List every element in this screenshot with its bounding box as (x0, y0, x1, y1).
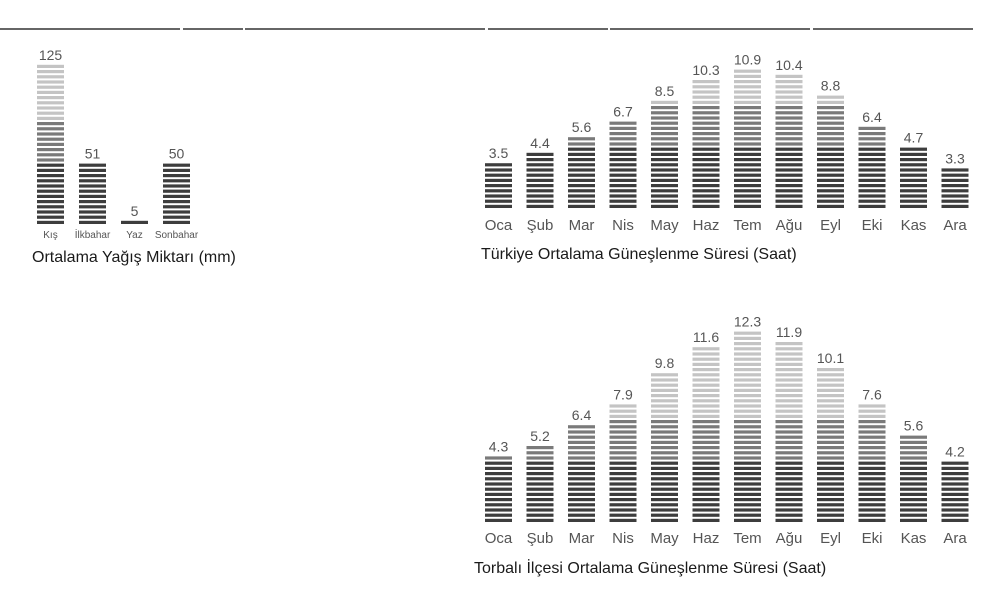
tick-label: Oca (484, 217, 513, 234)
value-label: 6.4 (571, 407, 592, 424)
tick-label: Yaz (126, 230, 143, 241)
bar-May (651, 101, 678, 208)
tick-label: Ara (943, 217, 967, 234)
tick-label: Oca (484, 530, 513, 547)
tick-label: Eyl (820, 217, 841, 234)
value-label: 125 (38, 46, 63, 63)
tick-label: May (650, 530, 679, 547)
tick-label: Eki (861, 530, 883, 547)
value-label: 8.5 (654, 82, 675, 99)
value-label: 10.1 (816, 350, 845, 366)
bar-Haz (693, 80, 720, 208)
rain-chart-tick-labels (43, 228, 199, 241)
value-label: 5.2 (530, 428, 550, 444)
bar-Tem (734, 70, 761, 208)
value-label: 11.6 (692, 329, 720, 346)
bar-Kış (37, 65, 64, 224)
bar-Eki (859, 127, 886, 208)
turkey-sunshine-chart (481, 52, 969, 263)
torbali-sunshine-title: Torbalı İlçesi Ortalama Güneşlenme Süresi (Saat) (474, 560, 827, 577)
bar-Yaz (121, 221, 148, 224)
value-label: 5.6 (571, 119, 592, 136)
torbali-sunshine-chart (474, 314, 969, 577)
tick-label: Sonbahar (154, 230, 199, 241)
value-label: 10.9 (733, 51, 762, 68)
bar-Tem (734, 332, 761, 522)
bar-Eyl (817, 96, 844, 208)
tick-label: Eki (861, 217, 883, 234)
turkey-sunshine-tick-labels (485, 217, 968, 234)
bar-Haz (693, 347, 720, 522)
bar-Ağu (776, 75, 803, 208)
tick-label: Haz (692, 530, 720, 547)
value-label: 51 (84, 145, 101, 162)
tick-label: Kas (900, 530, 927, 547)
value-label: 3.3 (945, 150, 965, 167)
value-label: 8.8 (820, 77, 841, 94)
bar-Ara (942, 168, 969, 208)
torbali-sunshine-tick-labels (485, 530, 968, 547)
bar-Nis (610, 122, 637, 208)
bar-Kas (900, 436, 927, 522)
tick-label: May (650, 217, 679, 234)
value-label: 6.4 (862, 108, 882, 125)
bar-May (651, 373, 678, 522)
value-label: 4.2 (945, 443, 965, 460)
tick-label: Tem (733, 530, 762, 547)
tick-label: Ağu (775, 217, 803, 234)
bar-Kas (900, 148, 927, 208)
tick-label: Nis (612, 530, 634, 547)
value-label: 10.4 (775, 56, 803, 73)
turkey-sunshine-bars (485, 70, 969, 208)
bar-Ara (942, 462, 969, 522)
value-label: 4.7 (903, 129, 924, 146)
torbali-sunshine-value-labels (489, 314, 965, 460)
tick-label: Mar (568, 217, 595, 234)
tick-label: Kış (43, 230, 58, 241)
bar-Eki (859, 404, 886, 522)
tick-label: Kas (900, 217, 927, 234)
bar-Eyl (817, 368, 844, 522)
value-label: 4.3 (488, 438, 509, 455)
turkey-sunshine-title: Türkiye Ortalama Güneşlenme Süresi (Saat) (481, 246, 797, 263)
value-label: 12.3 (733, 313, 762, 330)
value-label: 7.6 (862, 386, 882, 403)
bar-Şub (527, 446, 554, 522)
value-label: 10.3 (692, 62, 720, 78)
tick-label: Tem (733, 217, 762, 234)
bar-Nis (610, 404, 637, 522)
bar-Ağu (776, 342, 803, 522)
value-label: 6.7 (613, 103, 633, 120)
torbali-sunshine-bars (485, 332, 969, 522)
bar-Şub (527, 153, 554, 208)
tick-label: İlkbahar (74, 230, 111, 241)
bar-Oca (485, 456, 512, 522)
value-label: 3.5 (488, 145, 509, 162)
bar-Mar (568, 137, 595, 208)
value-label: 7.9 (613, 386, 633, 403)
value-label: 4.4 (530, 134, 550, 151)
tick-label: Ağu (775, 530, 803, 547)
tick-label: Ara (943, 530, 967, 547)
bar-Sonbahar (163, 164, 190, 224)
tick-label: Haz (692, 217, 720, 234)
tick-label: Nis (612, 217, 634, 234)
tick-label: Eyl (820, 530, 841, 547)
rain-chart-bars (37, 65, 190, 224)
rain-chart-title: Ortalama Yağış Miktarı (mm) (32, 249, 236, 266)
tick-label: Şub (526, 217, 554, 234)
value-label: 5.6 (903, 417, 924, 434)
tick-label: Mar (568, 530, 595, 547)
bar-Mar (568, 425, 595, 522)
value-label: 50 (168, 145, 185, 162)
bar-İlkbahar (79, 164, 106, 224)
value-label: 9.8 (654, 355, 675, 372)
rain-chart (32, 47, 236, 266)
turkey-sunshine-value-labels (489, 52, 965, 167)
tick-label: Şub (526, 530, 554, 547)
value-label: 5 (130, 202, 139, 219)
bar-Oca (485, 163, 512, 208)
value-label: 11.9 (775, 324, 803, 340)
